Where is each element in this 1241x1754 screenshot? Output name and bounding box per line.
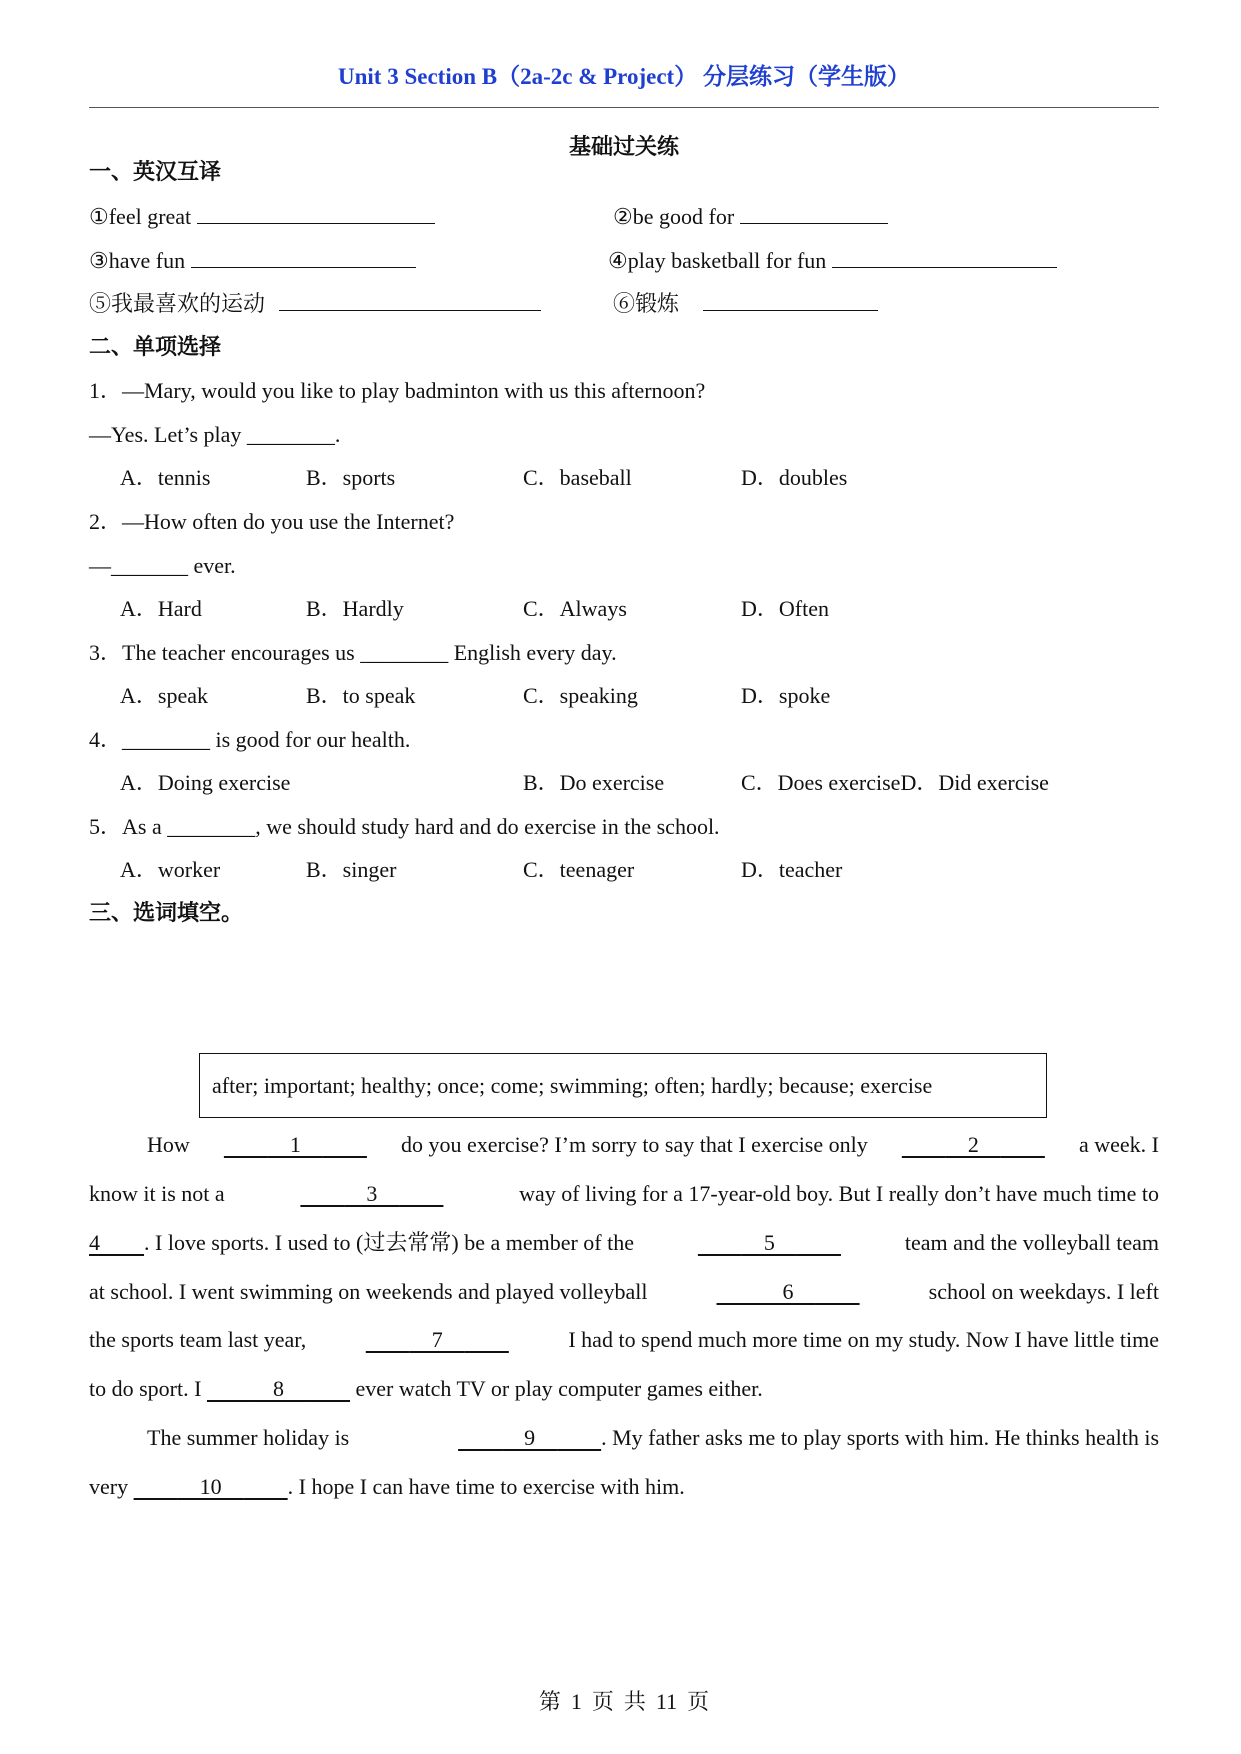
question-1-stem: 1．—Mary, would you like to play badminton with us this afternoon? <box>89 378 706 403</box>
translation-item-6: ⑥锻炼 <box>613 288 878 319</box>
question-2-option-b: B．Hardly <box>306 596 404 621</box>
translation-item-2: ②be good for <box>613 201 888 232</box>
question-3-option-b: B．to speak <box>306 683 416 708</box>
question-5-option-a: A．worker <box>120 857 221 882</box>
blank-7: 7 <box>409 1327 465 1352</box>
blank-4: 4 <box>89 1230 100 1255</box>
translation-item-3: ③have fun <box>89 245 416 276</box>
question-4-option-b: B．Do exercise <box>523 770 665 795</box>
passage-line-2: know it is not a 3 way of living for a 17-year-old boy. But I really don’t have much time to <box>89 1179 1159 1209</box>
word-bank-text: after; important; healthy; once; come; swimming; often; hardly; because; exercise <box>212 1072 933 1098</box>
translation-item-1: ①feel great <box>89 201 435 232</box>
passage-line-4: at school. I went swimming on weekends and played volleyball 6 school on weekdays. I left <box>89 1277 1159 1307</box>
section1-heading: 一、英汉互译 <box>89 159 222 184</box>
section2-heading: 二、单项选择 <box>89 334 222 359</box>
section3-heading: 三、选词填空。 <box>89 900 244 925</box>
passage-line-8: very 10 . I hope I can have time to exercise with him. <box>89 1474 685 1499</box>
blank-3: 3 <box>344 1181 400 1206</box>
question-3-stem: 3．The teacher encourages us ________ English every day. <box>89 640 617 665</box>
blank-2: 2 <box>945 1132 1001 1157</box>
question-5-option-d: D．teacher <box>741 857 843 882</box>
blank-5: 5 <box>741 1230 797 1255</box>
question-1-response: —Yes. Let’s play ________. <box>89 422 341 447</box>
blank-10: 10 <box>177 1474 244 1499</box>
passage-line-7: The summer holiday is 9 . My father asks me to play sports with him. He thinks health is <box>147 1425 1159 1450</box>
page-footer: 第 1 页 共 11 页 <box>538 1689 710 1714</box>
blank-1: 1 <box>267 1132 323 1157</box>
question-2-option-a: A．Hard <box>120 596 202 621</box>
header-divider <box>89 107 1159 108</box>
question-2-option-c: C．Always <box>523 596 627 621</box>
passage-line-1: How 1 do you exercise? I’m sorry to say that I exercise only 2 a week. I <box>89 1130 1159 1160</box>
translation-item-5: ⑤我最喜欢的运动 <box>89 288 541 319</box>
blank-9: 9 <box>502 1425 558 1450</box>
question-1-option-a: A．tennis <box>120 465 211 490</box>
question-5-stem: 5．As a ________, we should study hard and do exercise in the school. <box>89 814 720 839</box>
question-5-option-c: C．teenager <box>523 857 635 882</box>
question-3-option-c: C．speaking <box>523 683 638 708</box>
question-4-option-a: A．Doing exercise <box>120 770 291 795</box>
translation-item-4: ④play basketball for fun <box>608 245 1057 276</box>
level-title: 基础过关练 <box>568 134 679 159</box>
blank-8: 8 <box>250 1376 306 1401</box>
document-title: Unit 3 Section B（2a-2c & Project） 分层练习（学生版） <box>338 64 910 89</box>
question-1-option-c: C．baseball <box>523 465 632 490</box>
passage-line-3: 4 . I love sports. I used to (过去常常) be a member of the 5 team and the volleyball team <box>89 1228 1159 1258</box>
passage-line-5: the sports team last year, 7 I had to spend much more time on my study. Now I have little time <box>89 1325 1159 1355</box>
question-2-option-d: D．Often <box>741 596 829 621</box>
question-4-stem: 4．________ is good for our health. <box>89 727 411 752</box>
document-page <box>89 0 1159 1754</box>
question-3-option-a: A．speak <box>120 683 208 708</box>
question-5-option-b: B．singer <box>306 857 397 882</box>
question-3-option-d: D．spoke <box>741 683 831 708</box>
question-2-stem: 2．—How often do you use the Internet? <box>89 509 455 534</box>
passage-line-6: to do sport. I 8 ever watch TV or play computer games either. <box>89 1376 763 1401</box>
word-bank-box <box>199 1053 1047 1118</box>
blank-6: 6 <box>760 1279 816 1304</box>
question-2-response: —_______ ever. <box>89 553 236 578</box>
question-1-option-d: D．doubles <box>741 465 848 490</box>
question-4-option-cd: C．Does exerciseD．Did exercise <box>741 770 1049 795</box>
question-1-option-b: B．sports <box>306 465 396 490</box>
